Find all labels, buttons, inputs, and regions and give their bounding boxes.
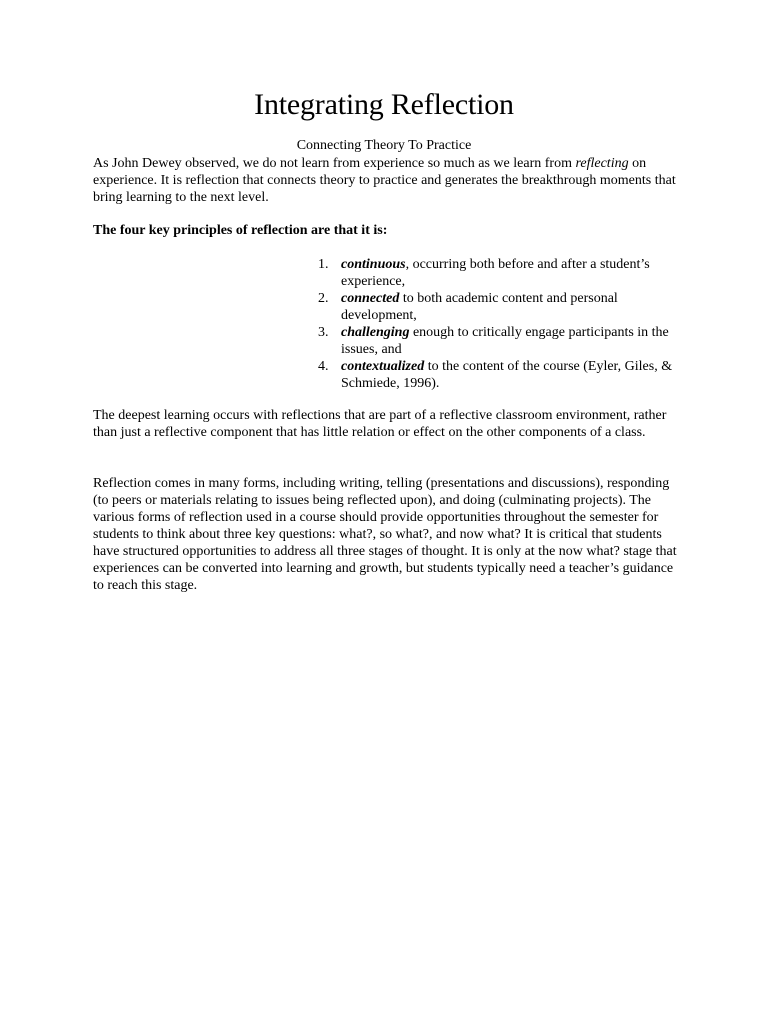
principle-item [318, 358, 678, 392]
document-subtitle: Connecting Theory To Practice [296, 138, 472, 153]
principle-number: 1. [318, 257, 329, 272]
principle-text: to the content of the course (Eyler, Giles, & Schmiede, 1996). [341, 359, 673, 391]
reflection-forms-paragraph: Reflection comes in many forms, including writing, telling (presentations and discussions), responding (to peers or materials relating to issues being reflected upon), and doing (culminating projects). The various forms of reflection used in a course should provide opportunities throughout the semester for students to think about three key questions: what?, so what?, and now what? It is critical that students have structured opportunities to address all three stages of thought. It is only at the now what? stage that experiences can be converted into learning and growth, but students typically need a teacher’s guidance to reach this stage. [93, 476, 677, 593]
deepest-learning-paragraph: The deepest learning occurs with reflections that are part of a reflective classroom environment, rather than just a reflective component that has little relation or effect on the other components of a class. [93, 408, 667, 440]
principle-text: , occurring both before and after a student’s experience, [341, 257, 650, 289]
principle-number: 3. [318, 325, 329, 340]
principle-term: contextualized [341, 359, 425, 374]
intro-text-end: on experience. It is reflection that connects theory to practice and generates the breakthrough moments that bring learning to the next level. [93, 156, 676, 205]
principles-list [318, 256, 678, 392]
document-title: Integrating Reflection [254, 88, 514, 121]
principles-heading: The four key principles of reflection are that it is: [93, 223, 388, 238]
principle-term: challenging [341, 325, 410, 340]
principle-item [318, 324, 678, 358]
intro-paragraph [93, 155, 683, 206]
principle-text: enough to critically engage participants in the issues, and [341, 325, 669, 357]
principle-term: connected [341, 291, 400, 306]
intro-emphasis: reflecting [575, 156, 629, 171]
principle-item [318, 256, 678, 290]
principle-text: to both academic content and personal development, [341, 291, 618, 323]
principle-term: continuous [341, 257, 406, 272]
principle-number: 4. [318, 359, 329, 374]
principle-number: 2. [318, 291, 329, 306]
principle-item [318, 290, 678, 324]
intro-text-start: As John Dewey observed, we do not learn from experience so much as we learn from [93, 156, 576, 171]
